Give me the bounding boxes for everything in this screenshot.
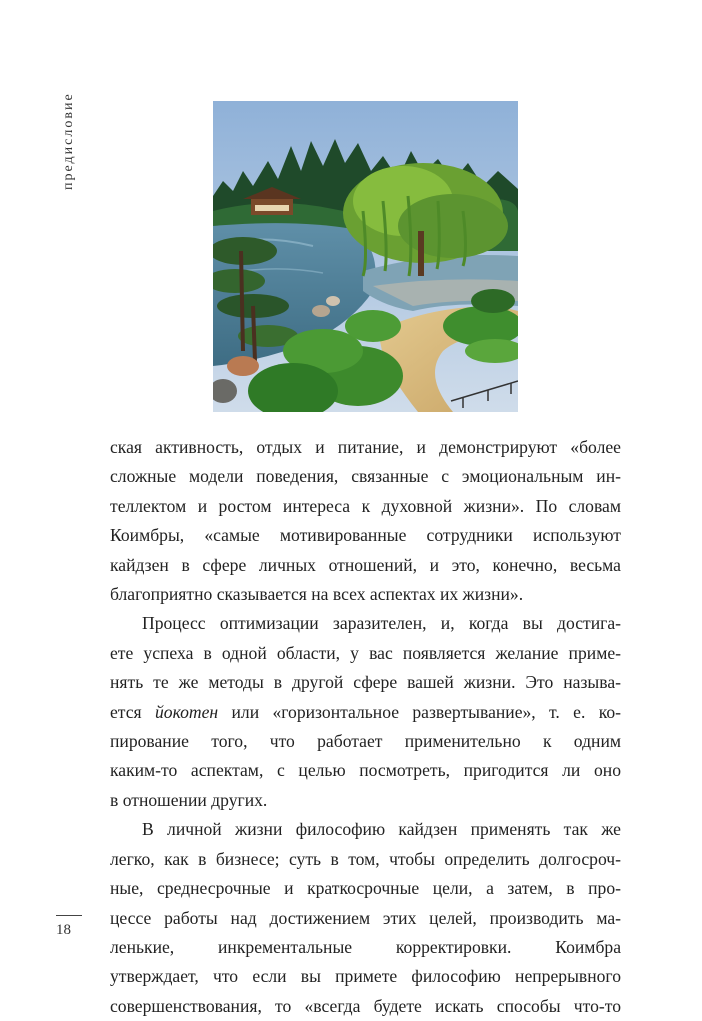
text-line: совершенствования, то «всегда будете искать способы что-то bbox=[110, 995, 621, 1016]
page-number: 18 bbox=[56, 922, 71, 938]
paragraph-1 bbox=[110, 433, 621, 609]
japanese-garden-photo bbox=[213, 101, 518, 412]
text-fragment: или «горизонтальное развертывание», т. е. ко- bbox=[231, 701, 621, 722]
folio-rule bbox=[56, 915, 82, 916]
text-line: цессе работы над достижением этих целей, производить ма- bbox=[110, 907, 621, 928]
text-line: Коимбры, «самые мотивированные сотрудники используют bbox=[110, 525, 621, 546]
text-line: ленькие, инкрементальные корректировки. Коимбра bbox=[110, 936, 621, 957]
text-line: ные, среднесрочные и краткосрочные цели, а затем, в про- bbox=[110, 878, 621, 899]
text-fragment: ется bbox=[110, 701, 142, 722]
text-line: благоприятно сказывается на всех аспектах их жизни». bbox=[110, 584, 524, 605]
text-line: каким-то аспектам, с целью посмотреть, пригодится ли оно bbox=[110, 760, 621, 781]
text-line: нять те же методы в другой сфере вашей жизни. Это называ- bbox=[110, 672, 621, 693]
text-line: ская активность, отдых и питание, и демонстрируют «более bbox=[110, 437, 621, 457]
text-line: теллектом и ростом интереса к духовной жизни». По словам bbox=[110, 495, 621, 516]
text-line: ете успеха в одной области, у вас появляется желание приме- bbox=[110, 642, 621, 663]
text-line-with-term bbox=[110, 698, 621, 727]
text-line: кайдзен в сфере личных отношений, и это, конечно, весьма bbox=[110, 554, 621, 575]
body-text bbox=[110, 433, 621, 1021]
text-line: В личной жизни философию кайдзен применять так же bbox=[142, 819, 621, 840]
text-line: в отношении других. bbox=[110, 789, 268, 810]
text-line: легко, как в бизнесе; суть в том, чтобы определить долгосроч- bbox=[110, 848, 621, 869]
text-line: сложные модели поведения, связанные с эмоциональным ин- bbox=[110, 466, 621, 487]
text-line: утверждает, что если вы примете философию непрерывного bbox=[110, 966, 621, 987]
paragraph-3 bbox=[110, 815, 621, 1021]
italic-term: йокотен bbox=[154, 701, 219, 722]
garden-image bbox=[213, 101, 518, 412]
running-head: предисловие bbox=[61, 92, 76, 190]
text-line: пирование того, что работает применительно к одним bbox=[110, 731, 621, 752]
text-line: Процесс оптимизации заразителен, и, когда вы достига- bbox=[142, 613, 621, 634]
paragraph-2 bbox=[110, 609, 621, 815]
